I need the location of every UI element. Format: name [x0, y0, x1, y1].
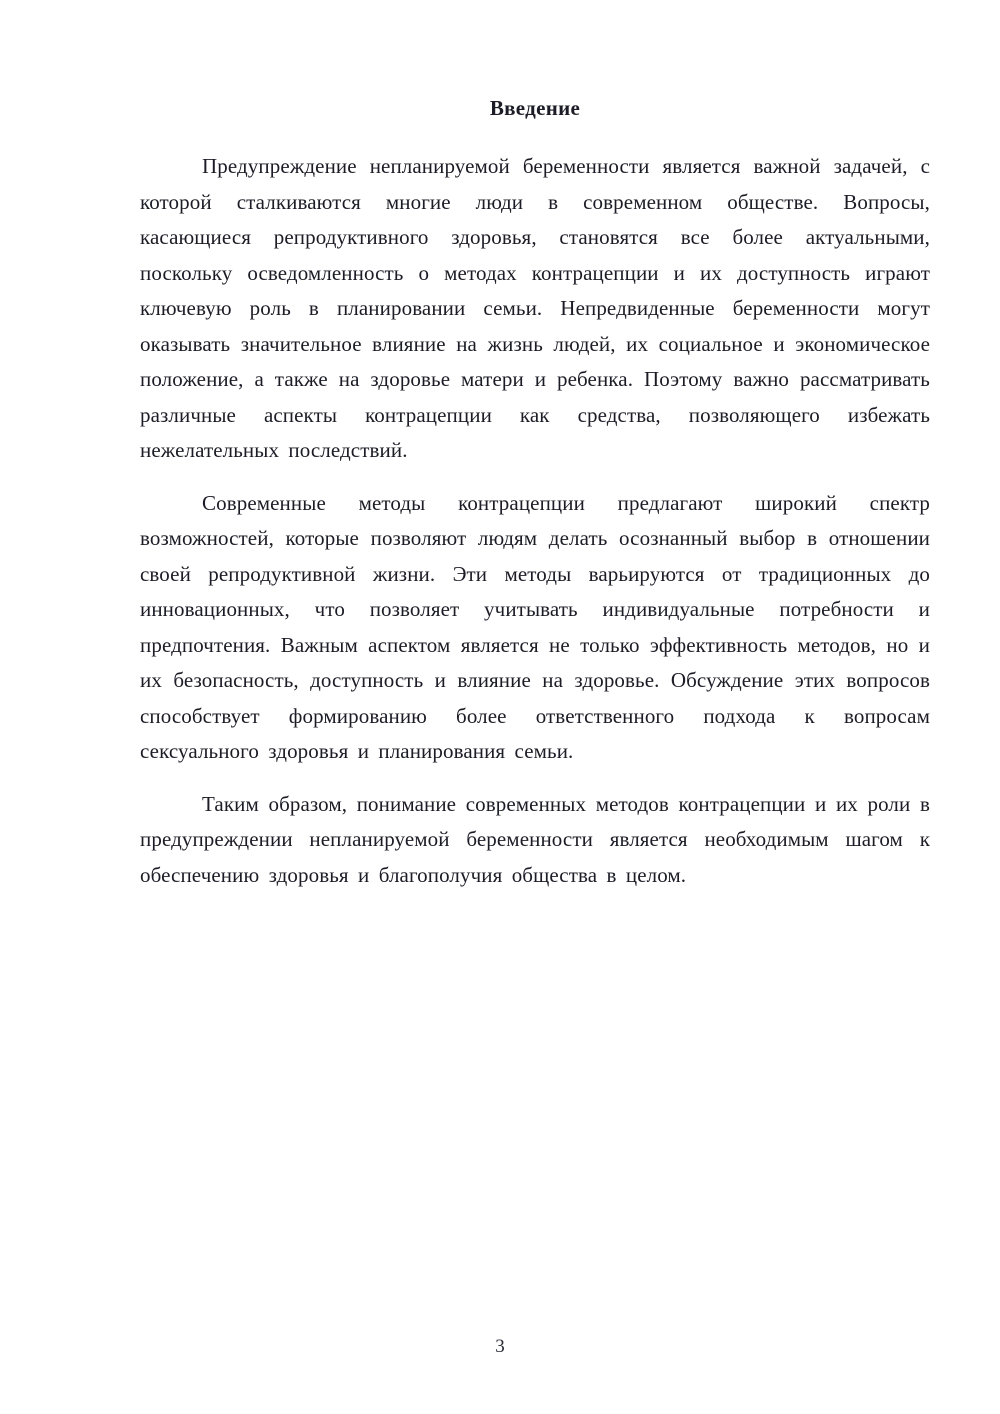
paragraph-intro-3: Таким образом, понимание современных методов контрацепции и их роли в предупреждении непланируемой беременности является необходимым шагом к обеспечению здоровья и благополучия общества в целом.	[140, 791, 930, 887]
page-number: 3	[495, 1336, 505, 1357]
paragraph-intro-1: Предупреждение непланируемой беременности является важной задачей, с которой сталкиваются многие люди в современном обществе. Вопросы, касающиеся репродуктивного здоровья, становятся все более актуальными, поскольку осведомленность о методах контрацепции и их доступность играют ключевую роль в планировании семьи. Непредвиденные беременности могут оказывать значительное влияние на жизнь людей, их социальное и экономическое положение, а также на здоровье матери и ребенка. Поэтому важно рассматривать различные аспекты контрацепции как средства, позволяющего избежать нежелательных последствий.	[140, 154, 930, 462]
paragraph-intro-2: Современные методы контрацепции предлагают широкий спектр возможностей, которые позволяют людям делать осознанный выбор в отношении своей репродуктивной жизни. Эти методы варьируются от традиционных до инновационных, что позволяет учитывать индивидуальные потребности и предпочтения. Важным аспектом является не только эффективность методов, но и их безопасность, доступность и влияние на здоровье. Обсуждение этих вопросов способствует формированию более ответственного подхода к вопросам сексуального здоровья и планирования семьи.	[140, 490, 930, 763]
document-title: Введение	[489, 96, 581, 120]
